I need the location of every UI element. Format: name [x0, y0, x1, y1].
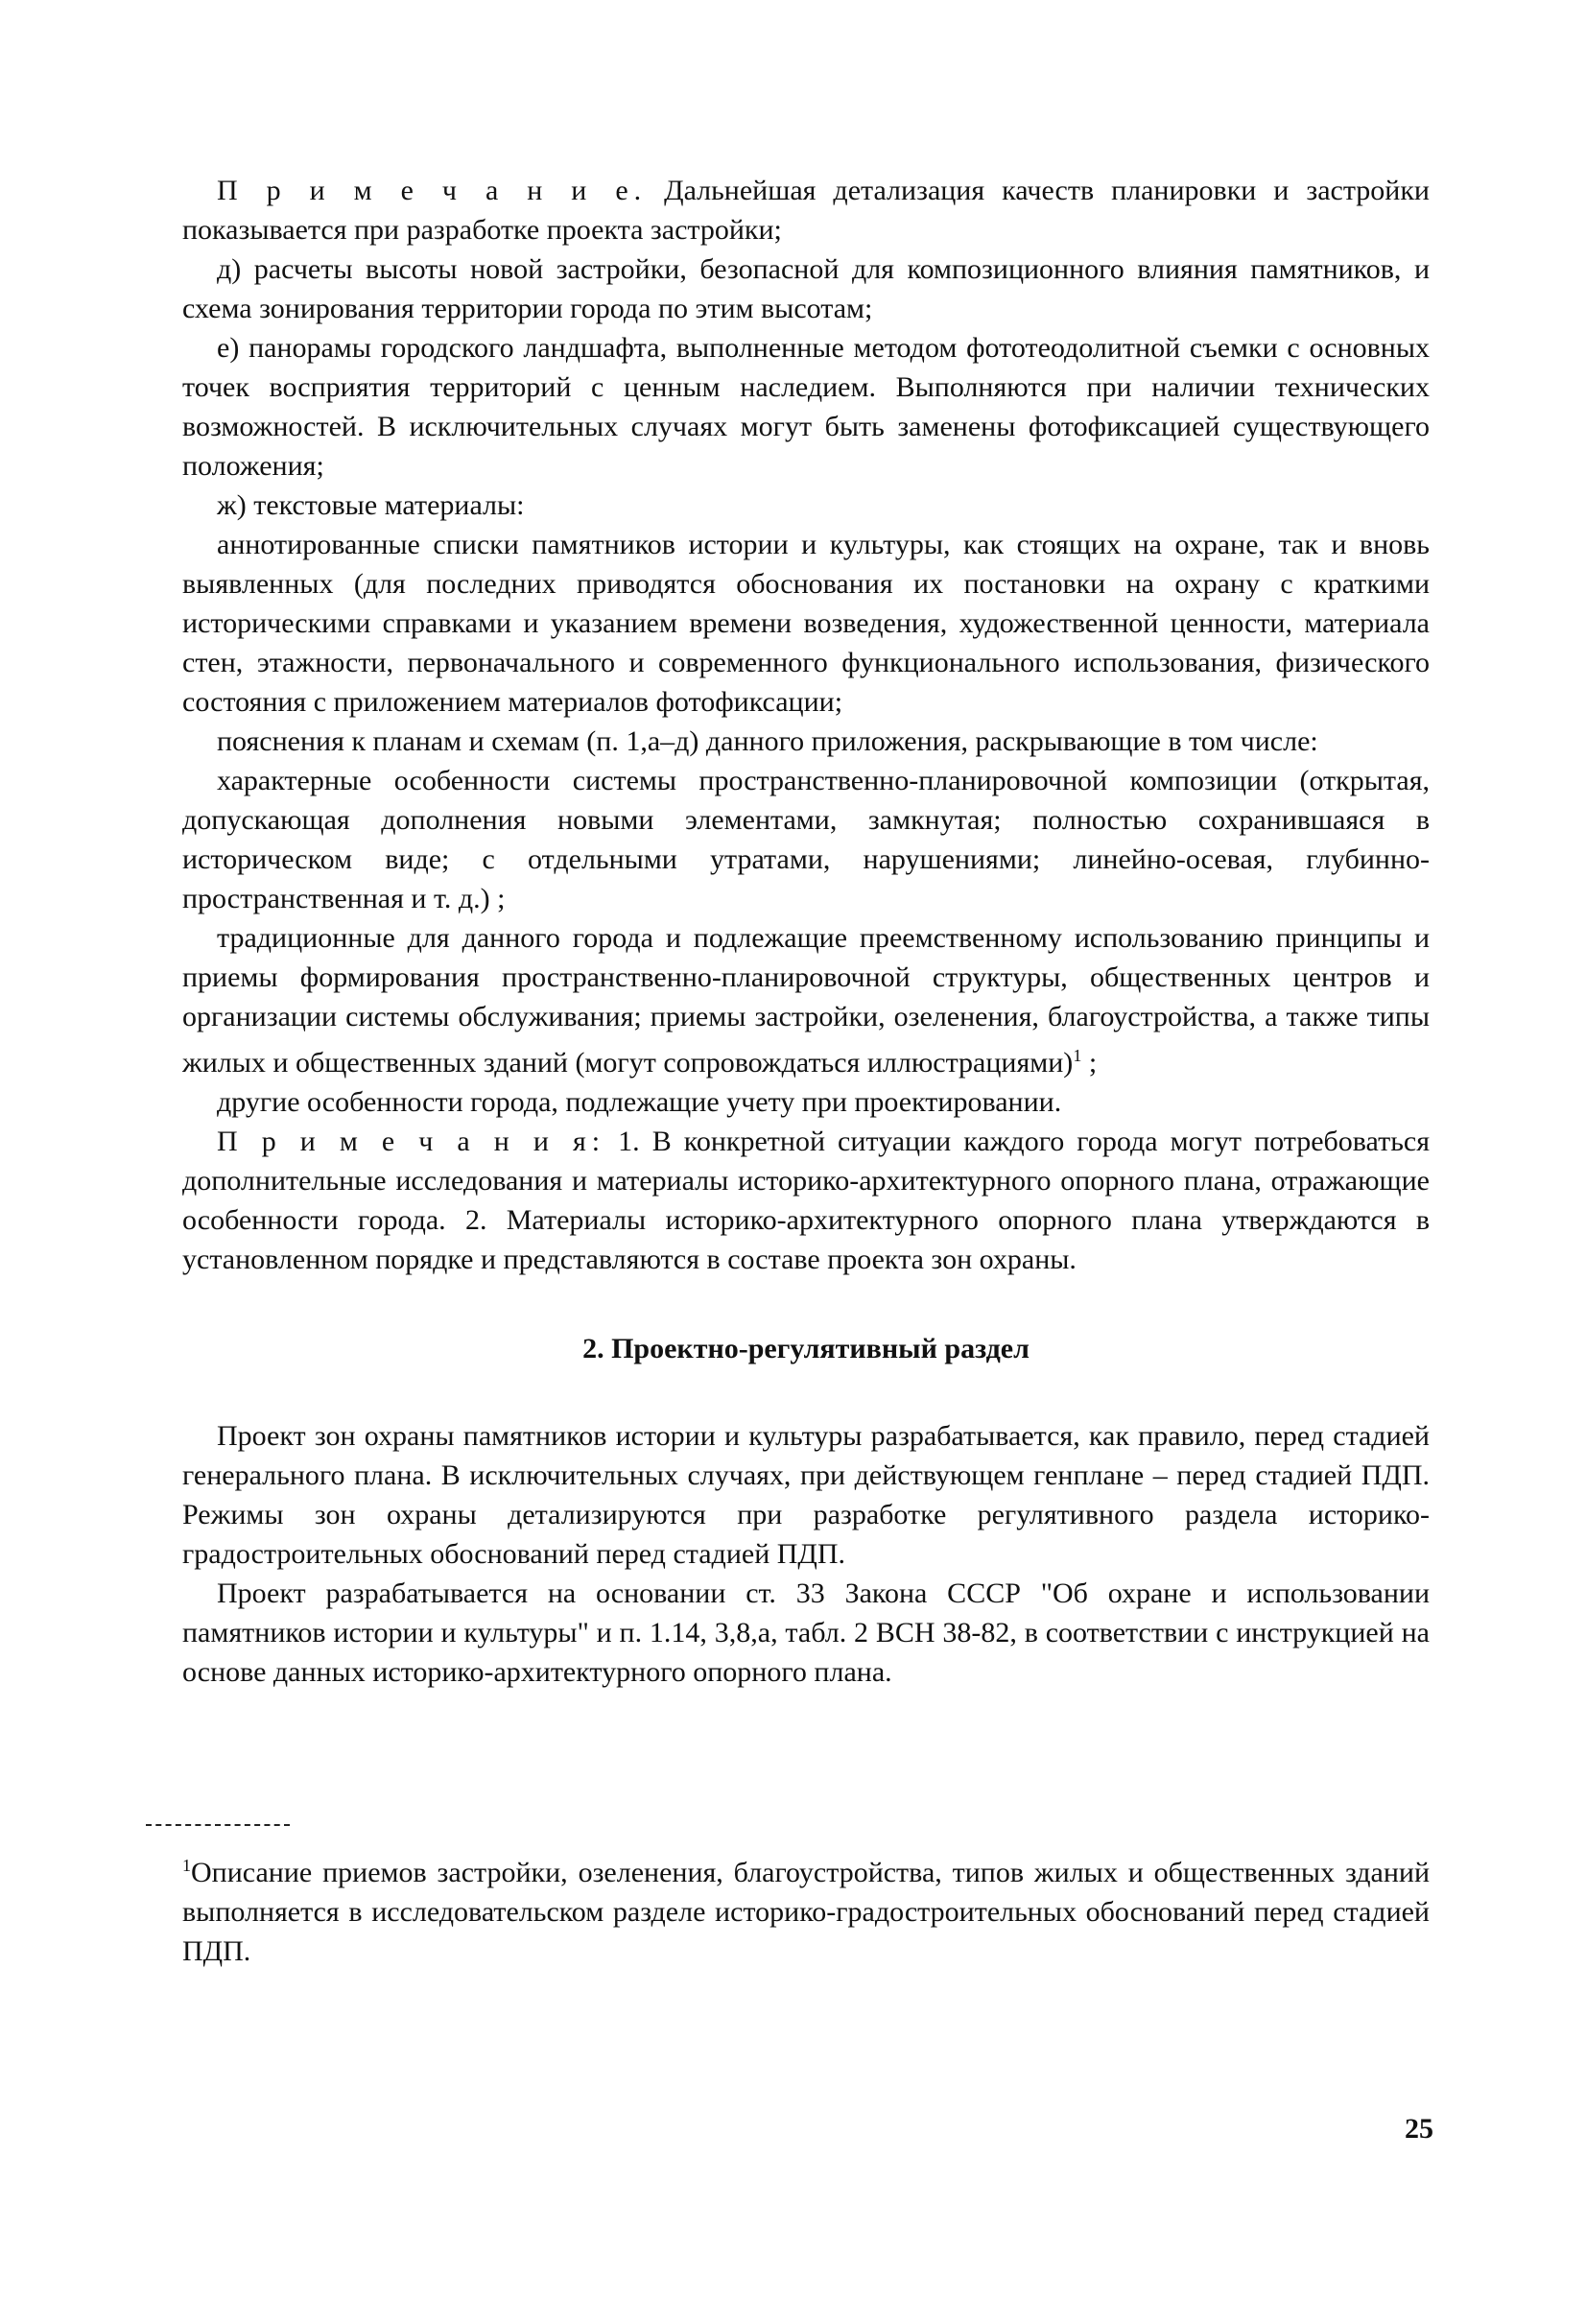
main-text — [182, 171, 1430, 1692]
explanations-paragraph: пояснения к планам и схемам (п. 1,а–д) данного приложения, раскрывающие в том числе: — [217, 725, 1318, 757]
footnote-separator — [146, 1824, 290, 1826]
basis-paragraph: Проект разрабатывается на основании ст. 33 Закона СССР "Об охране и использовании памятников истории и культуры" и п. 1.14, 3,8,а, табл. 2 ВСН 38-82, в соответствии с инструкцией на основе данных историко-архитектурного опорного плана. — [182, 1577, 1430, 1688]
item-d: д) расчеты высоты новой застройки, безопасной для композиционного влияния памятников, и схема зонирования территории города по этим высотам; — [182, 253, 1430, 324]
page-number: 25 — [1405, 2113, 1433, 2145]
footnote — [182, 1846, 1430, 1971]
footnote-paragraph — [182, 1846, 1430, 1971]
footnote-text: Описание приемов застройки, озеленения, благоустройства, типов жилых и общественных зданий выполняется в исследовательском разделе историко-градостроительных обоснований перед стадией ПДП. — [182, 1857, 1430, 1967]
notes-text: 1. В конкретной ситуации каждого города могут потребоваться дополнительные исследования и материалы историко-архитектурного опорного плана, отражающие особенности города. 2. Материалы историко-архитектурного опорного плана утверждаются в установленном порядке и представляются в составе проекта зон охраны. — [182, 1126, 1431, 1275]
section-heading: 2. Проектно-регулятивный раздел — [582, 1333, 1030, 1364]
note-paragraph — [182, 171, 1430, 249]
footnote-reference: 1 — [1073, 1046, 1082, 1065]
note-text: Дальнейшая детализация качеств планировки и застройки показывается при разработке проекта застройки; — [182, 175, 1430, 246]
project-paragraph: Проект зон охраны памятников истории и культуры разрабатывается, как правило, перед стадией генерального плана. В исключительных случаях, при действующем генплане – перед стадией ПДП. Режимы зон охраны детализируются при разработке регулятивного раздела историко-градостроительных обоснований перед стадией ПДП. — [182, 1420, 1430, 1570]
note-label: П р и м е ч а н и е. — [217, 175, 648, 206]
item-e: е) панорамы городского ландшафта, выполненные методом фототеодолитной съемки с основных точек восприятия территорий с ценным наследием. Выполняются при наличии технических возможностей. В исключительных случаях могут быть заменены фотофиксацией существующего положения; — [182, 332, 1430, 482]
notes-label: П р и м е ч а н и я: — [217, 1126, 606, 1157]
other-features-paragraph: другие особенности города, подлежащие учету при проектировании. — [217, 1086, 1062, 1118]
traditional-text: традиционные для данного города и подлежащие преемственному использованию принципы и приемы формирования пространственно-планировочной структуры, общественных центров и организации системы обслуживания; приемы застройки, озеленения, благоустройства, а также типы жилых и общественных зданий (могут сопровождаться иллюстрациями) — [182, 922, 1430, 1079]
annotated-lists-paragraph: аннотированные списки памятников истории и культуры, как стоящих на охране, так и вновь выявленных (для последних приводятся обоснования их постановки на охрану с краткими историческими справками и указанием времени возведения, художественной ценности, материала стен, этажности, первоначального и современного функционального использования, физического состояния с приложением материалов фотофиксации; — [182, 529, 1430, 718]
traditional-paragraph — [182, 918, 1430, 1082]
features-paragraph: характерные особенности системы пространственно-планировочной композиции (открытая, допускающая дополнения новыми элементами, замкнутая; полностью сохранившаяся в историческом виде; с отдельными утратами, нарушениями; линейно-осевая, глубинно-пространственная и т. д.) ; — [182, 765, 1430, 914]
notes-paragraph — [182, 1122, 1430, 1279]
footnote-marker: 1 — [182, 1856, 191, 1875]
item-zh: ж) текстовые материалы: — [217, 489, 525, 521]
traditional-end: ; — [1081, 1047, 1098, 1079]
